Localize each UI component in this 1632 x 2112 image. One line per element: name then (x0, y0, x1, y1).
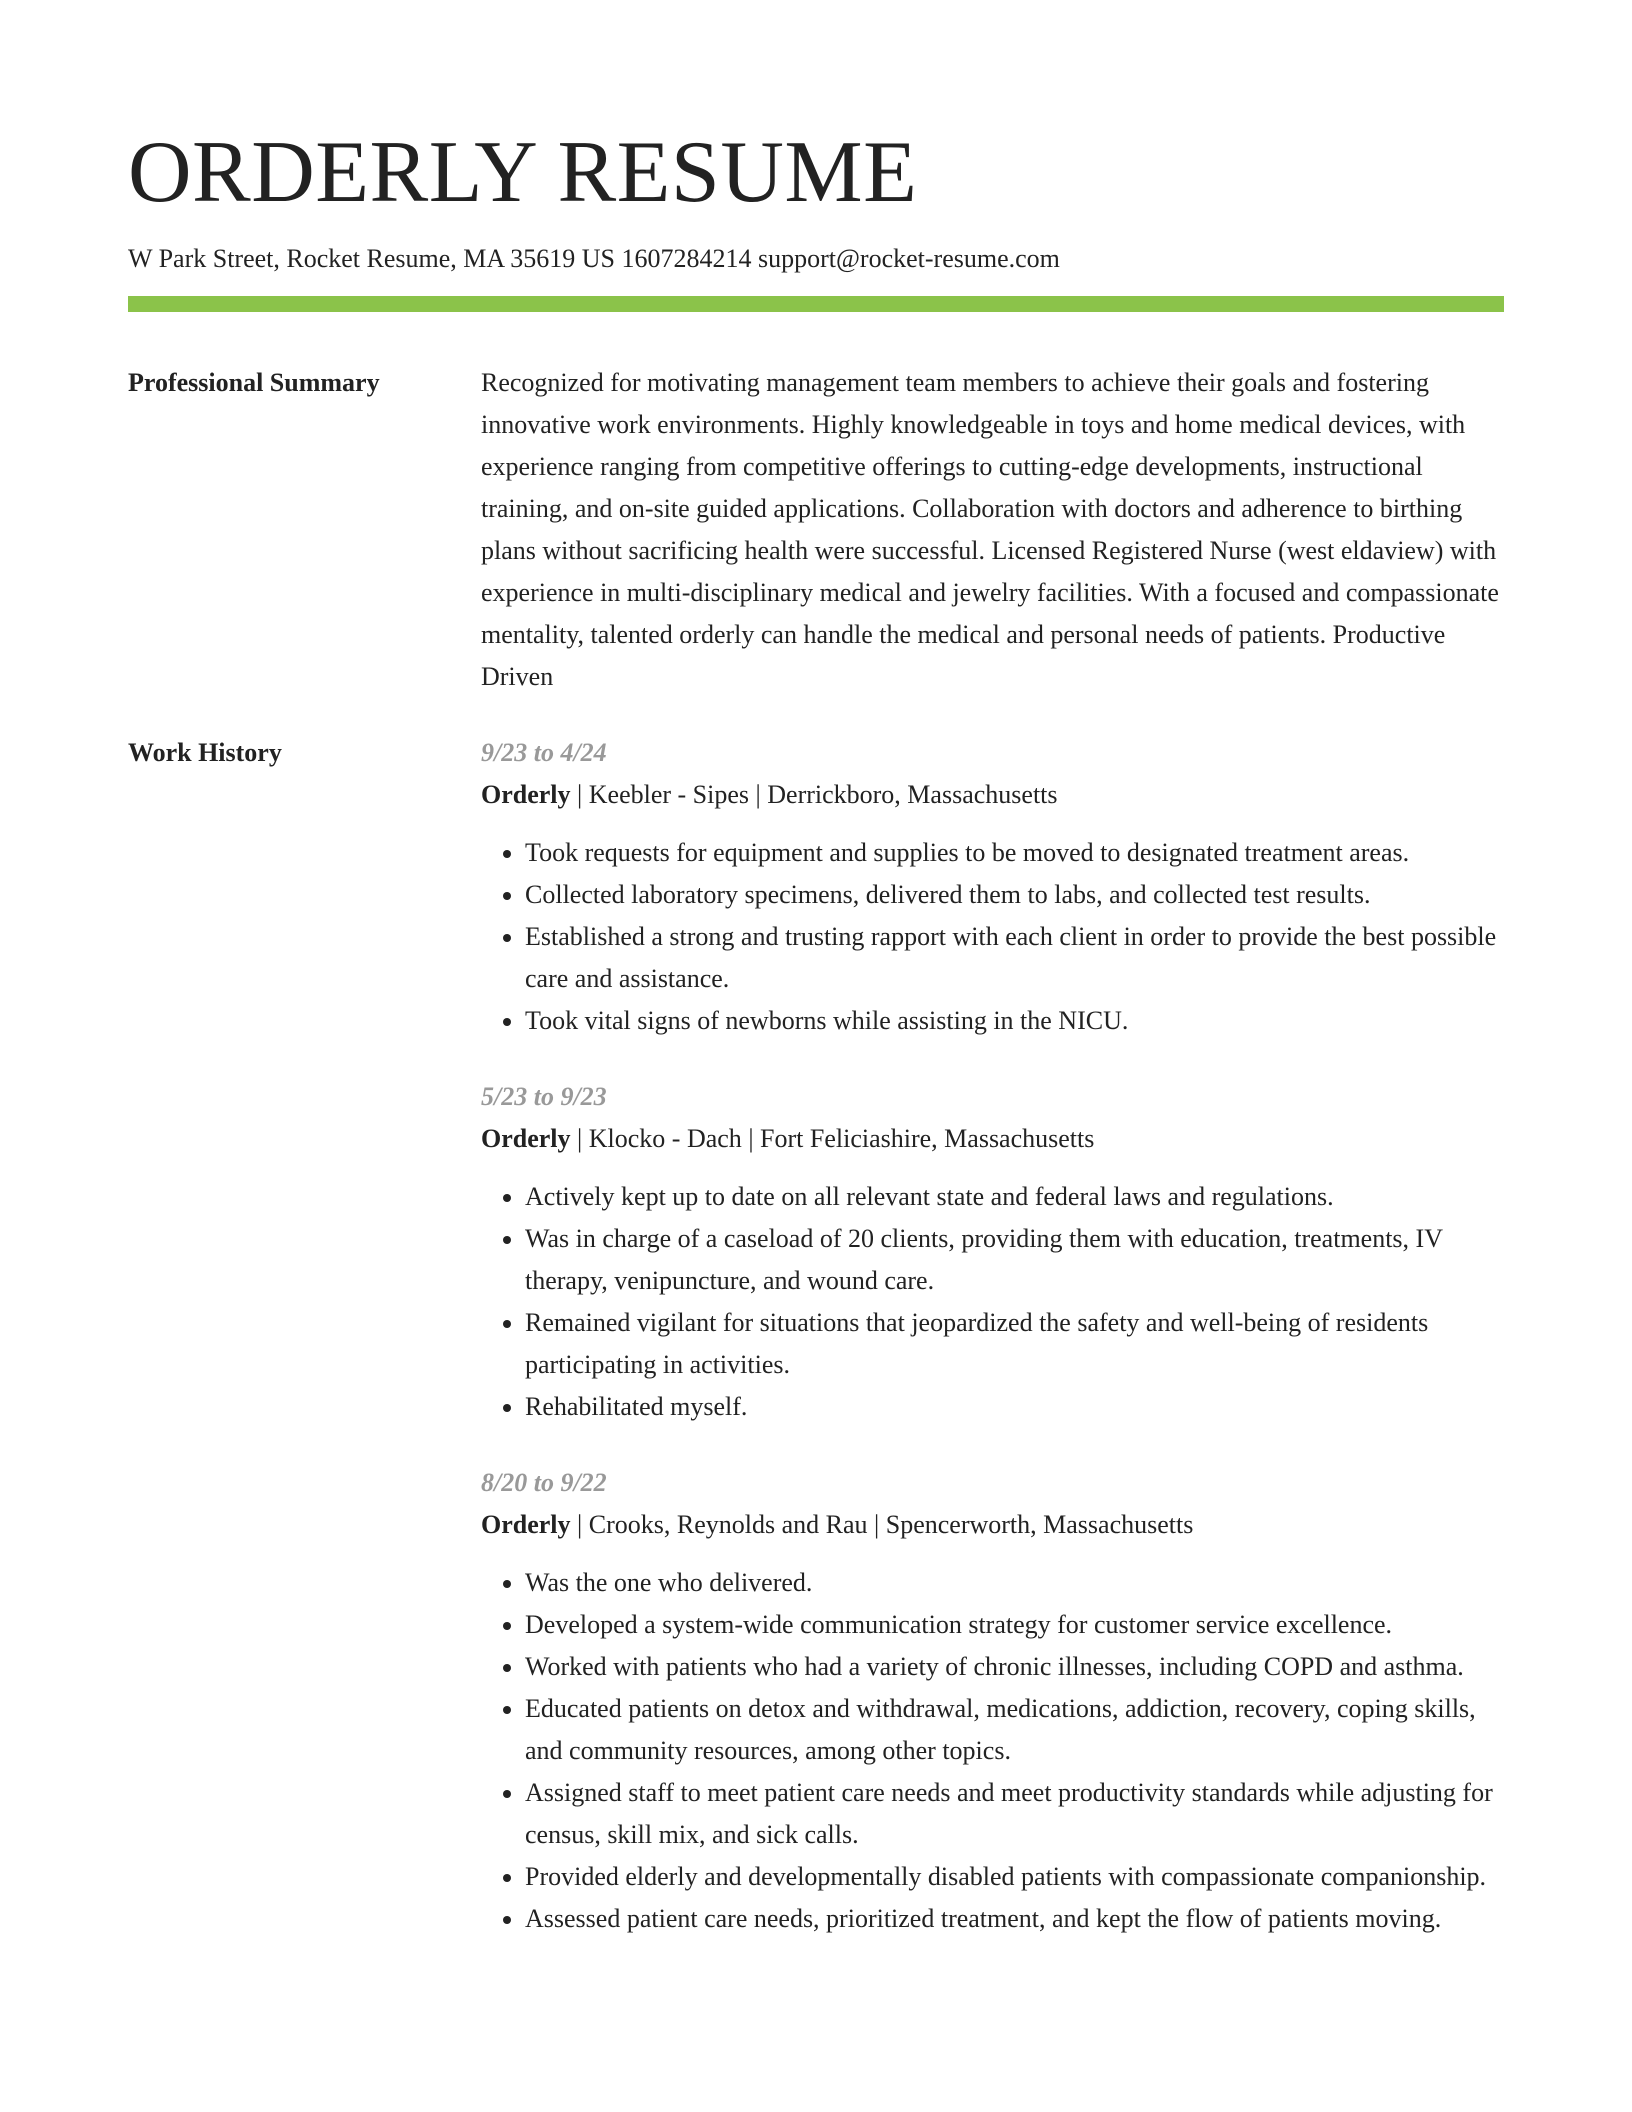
job-bullet: • Was the one who delivered. (525, 1562, 1504, 1604)
job-entry (481, 1462, 1504, 1940)
separator: | (749, 780, 768, 809)
job-location: Fort Feliciashire, Massachusetts (760, 1124, 1095, 1153)
job-bullet: • Assigned staff to meet patient care needs and meet productivity standards while adjusting for census, skill mix, and sick calls. (525, 1772, 1504, 1856)
job-bullet: • Remained vigilant for situations that jeopardized the safety and well-being of residents participating in activities. (525, 1302, 1504, 1386)
job-title: Orderly (481, 1124, 571, 1153)
job-dates: 9/23 to 4/24 (481, 738, 607, 767)
professional-summary-section (128, 362, 1504, 698)
job-title-line (481, 1504, 1504, 1546)
job-location: Derrickboro, Massachusetts (767, 780, 1058, 809)
job-bullet-list (481, 1562, 1504, 1940)
job-title: Orderly (481, 1510, 571, 1539)
separator: | (867, 1510, 886, 1539)
job-dates: 5/23 to 9/23 (481, 1082, 607, 1111)
section-label-work-history: Work History (128, 738, 282, 767)
section-label-summary: Professional Summary (128, 368, 380, 397)
accent-divider (128, 296, 1504, 312)
separator: | (570, 780, 589, 809)
job-company: Klocko - Dach (588, 1124, 742, 1153)
job-bullet-list (481, 1176, 1504, 1428)
job-bullet: • Took vital signs of newborns while assisting in the NICU. (525, 1000, 1504, 1042)
separator: | (741, 1124, 761, 1153)
resume-title: ORDERLY RESUME (128, 124, 918, 221)
job-company: Keebler - Sipes (588, 780, 750, 809)
job-bullet: • Was in charge of a caseload of 20 clients, providing them with education, treatments, IV therapy, venipuncture, and wound care. (525, 1218, 1504, 1302)
job-title-line (481, 1118, 1504, 1160)
job-bullet: • Developed a system-wide communication strategy for customer service excellence. (525, 1604, 1504, 1646)
job-company: Crooks, Reynolds and Rau (588, 1510, 868, 1539)
job-location: Spencerworth, Massachusetts (885, 1510, 1194, 1539)
separator: | (570, 1510, 589, 1539)
job-bullet: • Took requests for equipment and supplies to be moved to designated treatment areas. (525, 832, 1504, 874)
job-bullet: • Provided elderly and developmentally disabled patients with compassionate companionship. (525, 1856, 1504, 1898)
job-bullet: • Educated patients on detox and withdrawal, medications, addiction, recovery, coping skills, and community resources, among other topics. (525, 1688, 1504, 1772)
contact-line: W Park Street, Rocket Resume, MA 35619 US 1607284214 support@rocket-resume.com (128, 244, 1060, 273)
job-dates: 8/20 to 9/22 (481, 1468, 607, 1497)
job-entry (481, 732, 1504, 1042)
job-entry (481, 1076, 1504, 1428)
job-bullet: • Actively kept up to date on all relevant state and federal laws and regulations. (525, 1176, 1504, 1218)
job-bullet: • Worked with patients who had a variety of chronic illnesses, including COPD and asthma. (525, 1646, 1504, 1688)
job-bullet: • Established a strong and trusting rapport with each client in order to provide the best possible care and assistance. (525, 916, 1504, 1000)
work-history-body (481, 732, 1504, 1974)
summary-text: Recognized for motivating management team members to achieve their goals and fostering innovative work environments. Highly knowledgeable in toys and home medical devices, with experience ranging from competitive offerings to cutting-edge developments, instructional training, and on-site guided applications. Collaboration with doctors and adherence to birthing plans without sacrificing health were successful. Licensed Registered Nurse (west eldaview) with experience in multi-disciplinary medical and jewelry facilities. With a focused and compassionate mentality, talented orderly can handle the medical and personal needs of patients. Productive Driven (481, 368, 1499, 691)
job-title: Orderly (481, 780, 571, 809)
job-bullet: • Rehabilitated myself. (525, 1386, 1504, 1428)
summary-body (481, 362, 1504, 698)
separator: | (570, 1124, 589, 1153)
job-bullet-list (481, 832, 1504, 1042)
job-bullet: • Collected laboratory specimens, delivered them to labs, and collected test results. (525, 874, 1504, 916)
job-bullet: • Assessed patient care needs, prioritized treatment, and kept the flow of patients moving. (525, 1898, 1504, 1940)
job-title-line (481, 774, 1504, 816)
work-history-section (128, 732, 1504, 1974)
